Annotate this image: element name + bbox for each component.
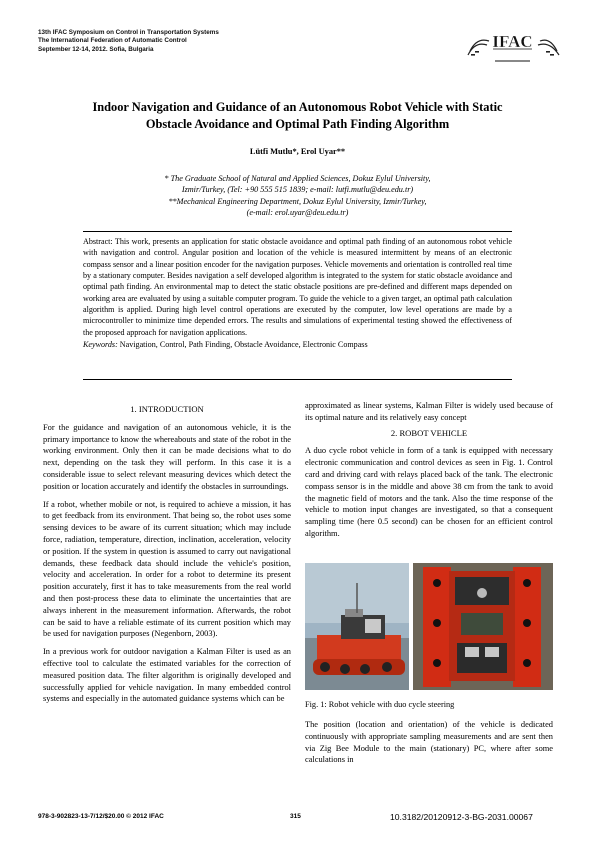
affiliation-line: * The Graduate School of Natural and Applied Sciences, Dokuz Eylul University, bbox=[164, 174, 431, 183]
affiliation-line: (e-mail: erol.uyar@deu.edu.tr) bbox=[246, 207, 349, 217]
paragraph: approximated as linear systems, Kalman Filter is widely used because of its optimal nature and its relatively easy concept bbox=[305, 401, 553, 422]
federation-name: The International Federation of Automatic Control bbox=[38, 37, 187, 45]
abstract bbox=[83, 236, 512, 350]
figure-caption: Fig. 1: Robot vehicle with duo cycle steering bbox=[305, 700, 455, 709]
robot-photo-side-view bbox=[305, 563, 409, 690]
paragraph: A duo cycle robot vehicle in form of a tank is equipped with necessary electronic communication and control devices as seen in Fig. 1. Control card and driving card with relays placed back of the tank. The electronic compass sensor is in the middle and above 38 cm from the tank to avoid the magnetic field of motors and the tank. Also the time response of the vehicle to motion input changes are investigated, so that a consequent sampling time (here 0.5 second) can be chosen for an efficient control algorithm. bbox=[305, 446, 553, 538]
conference-date: September 12-14, 2012. Sofia, Bulgaria bbox=[38, 45, 154, 53]
copyright-line: 978-3-902823-13-7/12/$20.00 © 2012 IFAC bbox=[38, 813, 164, 820]
affiliation-line: Izmir/Turkey, (Tel: +90 555 515 1839; e-mail: lutfi.mutlu@deu.edu.tr) bbox=[181, 185, 414, 195]
title-line-1: Indoor Navigation and Guidance of an Autonomous Robot Vehicle with Static bbox=[92, 100, 503, 114]
right-column-continued bbox=[305, 719, 553, 772]
keywords bbox=[83, 339, 512, 350]
paragraph: For the guidance and navigation of an autonomous vehicle, it is the primary importance to know the whereabouts and state of the robot in the working environment. Only then it can be made decisions what to do next, depending on the task they will perform. In this case it is a considerable issue to select relevant measuring devices which detect the position or location accurately and identify the obstacles in surroundings. bbox=[43, 422, 291, 491]
section-heading-robot-vehicle: 2. ROBOT VEHICLE bbox=[390, 427, 468, 438]
robot-photo-top-view bbox=[413, 563, 553, 690]
conference-name: 13th IFAC Symposium on Control in Transportation Systems bbox=[38, 29, 219, 36]
conference-header bbox=[38, 29, 219, 54]
section-heading-introduction: 1. INTRODUCTION bbox=[130, 404, 204, 414]
abstract-text: Abstract: This work, presents an application for static obstacle avoidance and optimal path finding of an autonomous robot vehicle with navigation and control. Angular position and location of the vehicle is measured intermittent by means of an electronic compass sensor and a linear position encoder for the navigation purposes. Vehicle movements and orientation is controlled real time by a stationary computer. Besides navigation a self developed algorithm is integrated to the system for static obstacle avoidance and optimal path finding. An environmental map to detect the static obstacle positions are pre-defined and different maps depended on working area are evaluated by using a suitable computer program. To guide the vehicle to a given target, an optimal path calculation algorithm is applied. During high level control operations are executed by the computer, low level operations are made by a microcontroller to minimize time depended errors. The results and simulations of experimental testing showed the effectiveness of the proposed approach for navigation applications. bbox=[83, 237, 512, 337]
abstract-top-rule bbox=[83, 231, 512, 232]
ifac-logo-text: IFAC bbox=[492, 32, 533, 51]
authors: Lütfi Mutlu*, Erol Uyar** bbox=[249, 147, 346, 156]
affiliations bbox=[60, 173, 535, 218]
page-number: 315 bbox=[290, 813, 301, 820]
abstract-bottom-rule bbox=[83, 379, 512, 380]
title-line-2: Obstacle Avoidance and Optimal Path Finding Algorithm bbox=[145, 117, 450, 131]
paper-title bbox=[40, 99, 555, 133]
paragraph: If a robot, whether mobile or not, is required to achieve a mission, it has to get feedback from its environment. That being so, the robot uses some sensing devices to be aware of its current situation; which may include force, radiation, temperature, direction, inclination, acceleration, velocity or position. If the system in question is assumed to carry out navigational demands, these feedback data should include the vehicle's position, velocity and acceleration. In order for a robot to determine its present position accurately, first it has to take measurements from the real world and then post-process these data to eliminate the uncertainties that are always inherent in the measurement information. Afterwards, the robot can be said to have a reliable estimate of its current position which may be used for navigation purposes (Negenborn, 2003). bbox=[43, 499, 291, 639]
paragraph: The position (location and orientation) of the vehicle is dedicated continuously with appropriate sampling measurements and are sent then via Zig Bee Module to the main (stationary) PC, where after some calculations in bbox=[305, 720, 553, 765]
paragraph: In a previous work for outdoor navigation a Kalman Filter is used as an effective tool to calculate the estimated variables for the correction of measured position data. The filter algorithm is originally developed and successfully applied for vehicle navigation. In many embedded control systems and especially in the automated guidance systems which can be bbox=[43, 647, 291, 704]
keywords-list: Navigation, Control, Path Finding, Obstacle Avoidance, Electronic Compass bbox=[117, 340, 368, 350]
doi: 10.3182/20120912-3-BG-2031.00067 bbox=[390, 812, 533, 822]
affiliation-line: **Mechanical Engineering Department, Dokuz Eylul University, Izmir/Turkey, bbox=[168, 196, 427, 206]
right-column bbox=[305, 400, 553, 546]
ifac-logo bbox=[465, 27, 560, 67]
robot-vehicle-photos bbox=[305, 563, 553, 690]
left-column bbox=[43, 404, 291, 711]
keywords-label: Keywords: bbox=[83, 340, 118, 350]
